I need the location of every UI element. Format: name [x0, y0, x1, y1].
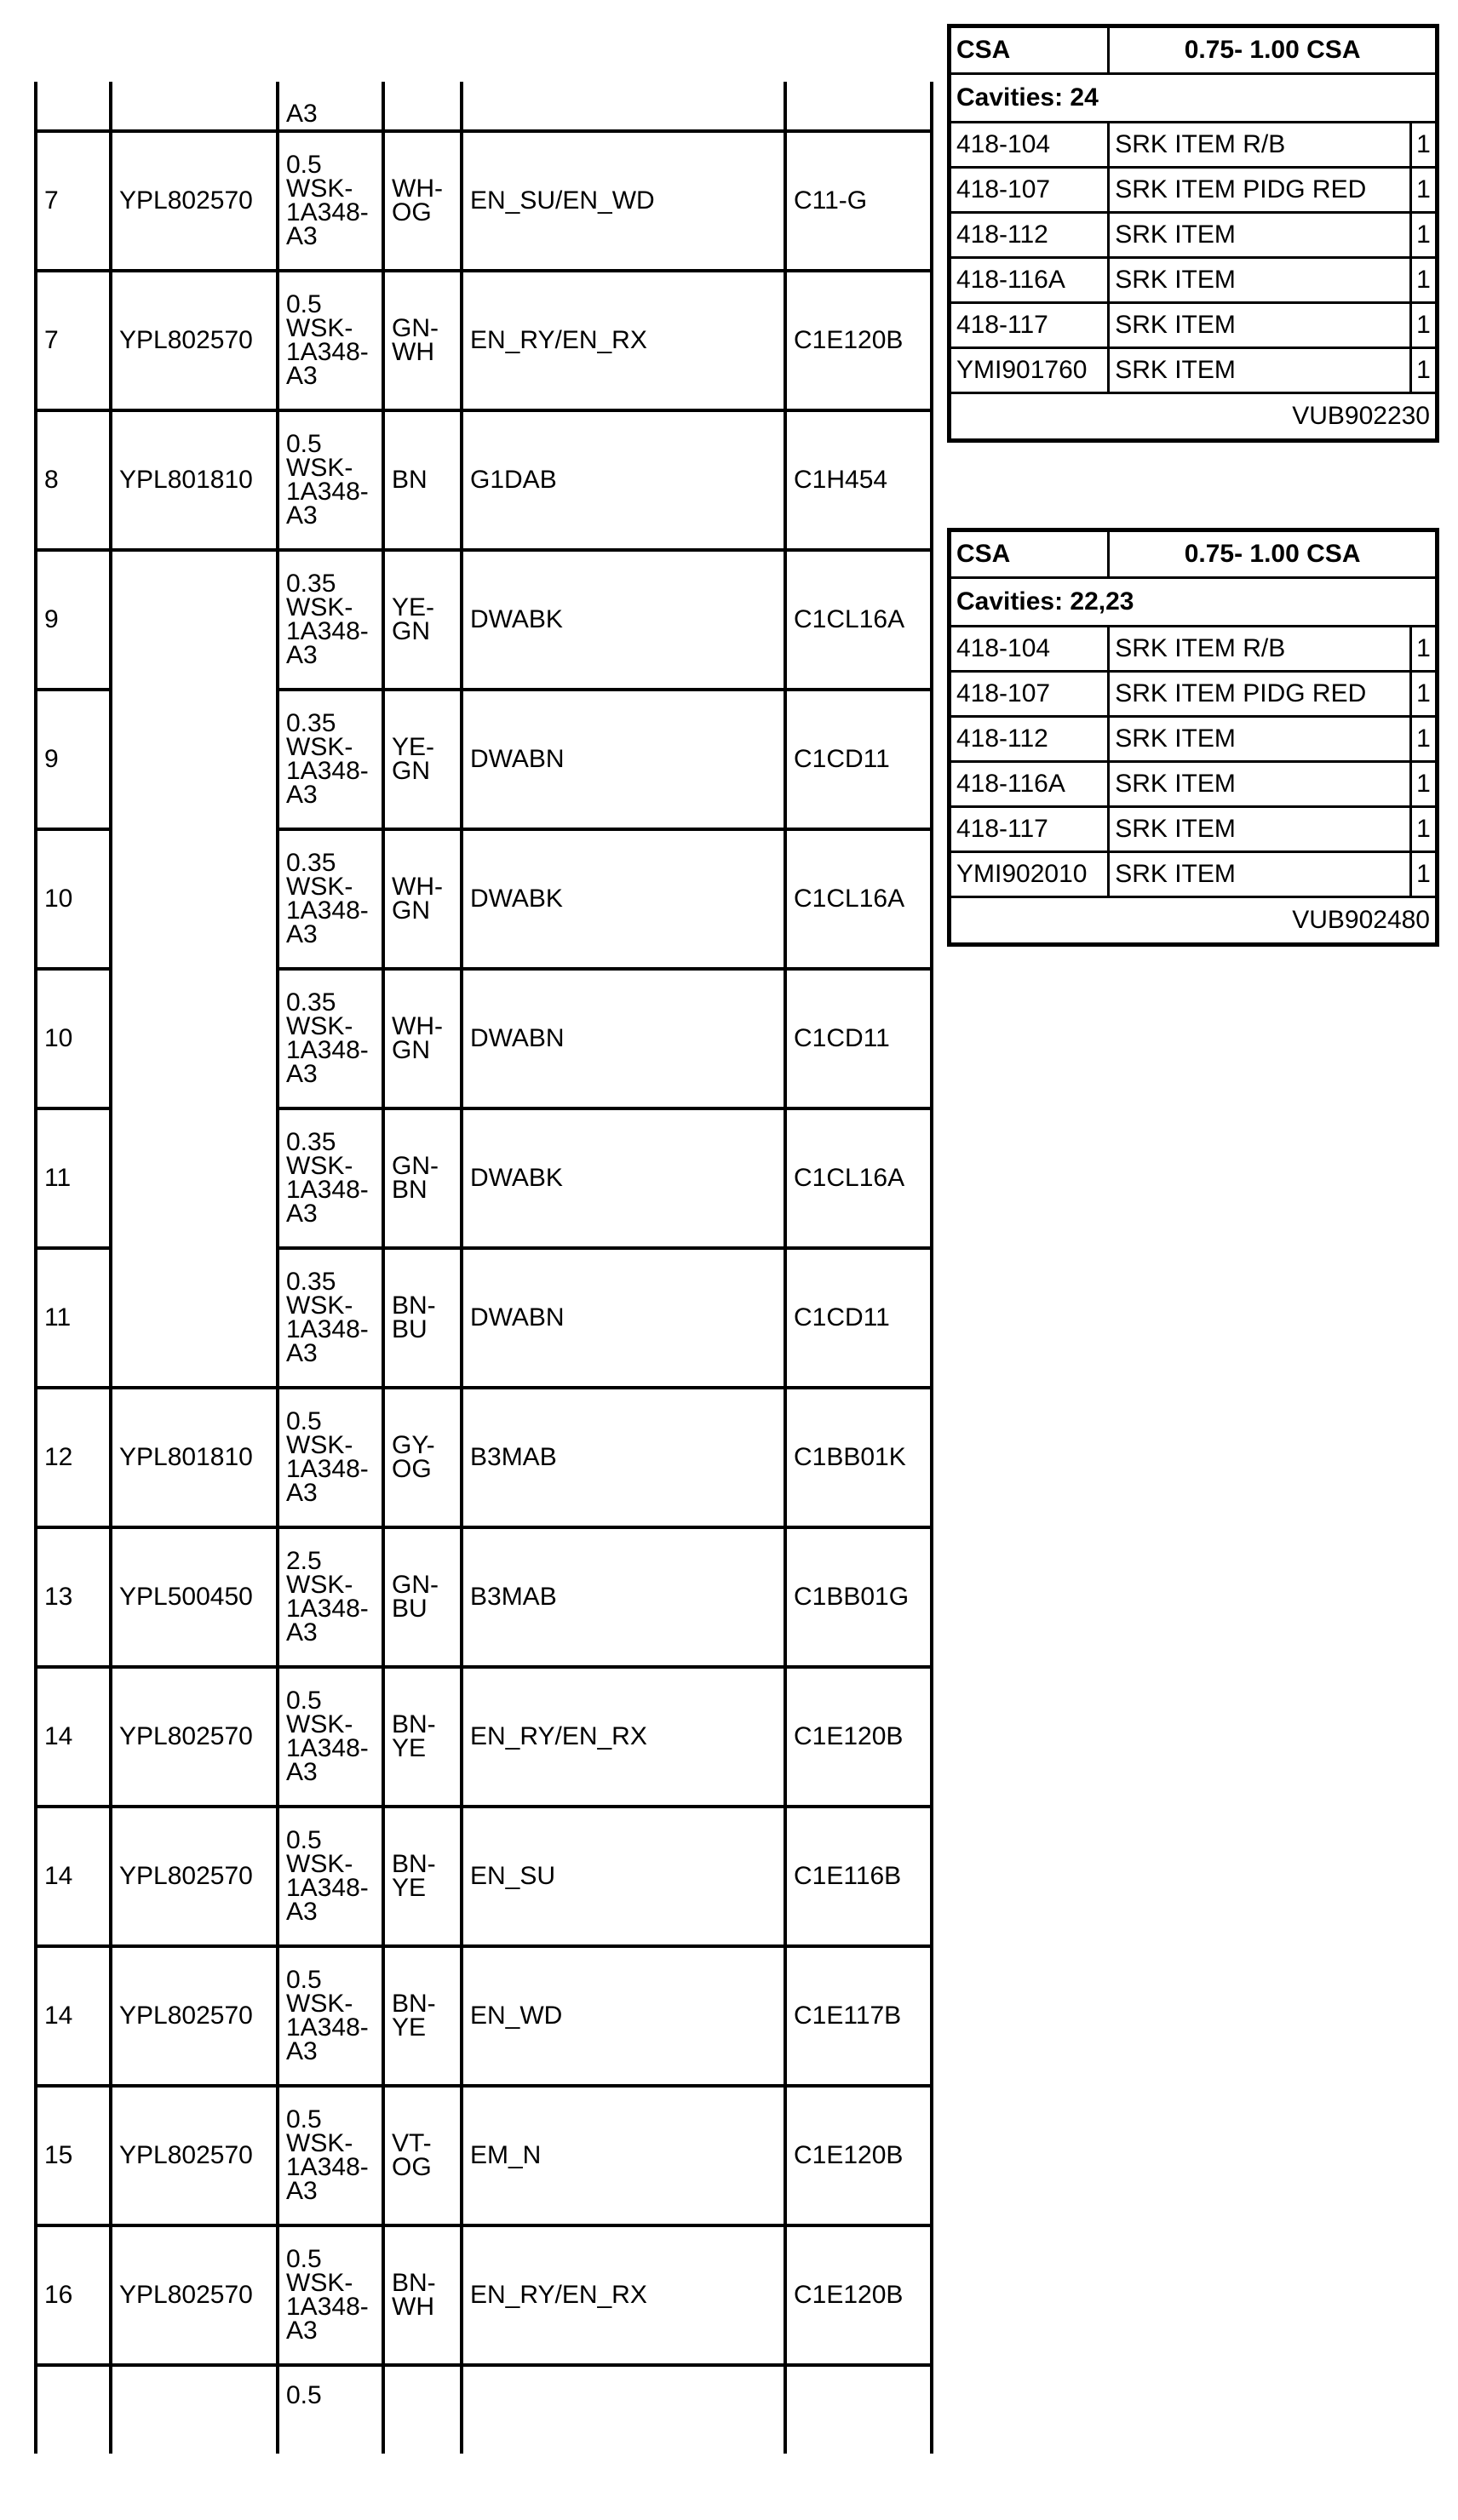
pin-cell: 11 — [36, 1248, 111, 1388]
circuit-cell: EN_SU/EN_WD — [462, 131, 785, 271]
table-row-partial-top — [36, 82, 932, 131]
spec-cell: 2.5 WSK- 1A348- A3 — [278, 1527, 383, 1667]
wire-table-body — [36, 82, 932, 2454]
item-code: 418-104 — [950, 123, 1109, 168]
item-qty: 1 — [1410, 258, 1437, 303]
spec-cell: 0.5 WSK- 1A348- A3 — [278, 1807, 383, 1946]
ref-cell: C1CD11 — [785, 969, 932, 1108]
item-qty: 1 — [1410, 852, 1437, 897]
cavity-table-body — [950, 26, 1438, 441]
item-code: 418-116A — [950, 258, 1109, 303]
ref-cell: C11-G — [785, 131, 932, 271]
circuit-cell: EM_N — [462, 2086, 785, 2225]
ref-cell: C1E120B — [785, 1667, 932, 1807]
item-code: YMI901760 — [950, 348, 1109, 393]
reference-code: VUB902480 — [950, 897, 1438, 945]
item-qty: 1 — [1410, 762, 1437, 807]
color-cell: WH- OG — [383, 131, 462, 271]
color-cell: GY- OG — [383, 1388, 462, 1527]
color-cell: GN- BU — [383, 1527, 462, 1667]
part-cell: YPL802570 — [111, 1946, 278, 2086]
csa-range: 0.75- 1.00 CSA — [1109, 26, 1438, 74]
color-cell: BN- BU — [383, 1248, 462, 1388]
item-qty: 1 — [1410, 168, 1437, 213]
spec-cell: 0.5 WSK- 1A348- A3 — [278, 1388, 383, 1527]
csa-label: CSA — [950, 530, 1109, 578]
circuit-cell: EN_RY/EN_RX — [462, 1667, 785, 1807]
ref-cell: C1BB01K — [785, 1388, 932, 1527]
cavity-item-row — [950, 762, 1438, 807]
item-code: 418-104 — [950, 627, 1109, 672]
color-cell: VT- OG — [383, 2086, 462, 2225]
item-desc: SRK ITEM — [1109, 258, 1411, 303]
item-code: 418-117 — [950, 807, 1109, 852]
csa-label: CSA — [950, 26, 1109, 74]
ref-cell: C1E117B — [785, 1946, 932, 2086]
circuit-cell: DWABK — [462, 550, 785, 690]
part-cell: YPL802570 — [111, 2086, 278, 2225]
cavity-item-row — [950, 717, 1438, 762]
cavity-item-row — [950, 168, 1438, 213]
item-code: 418-117 — [950, 303, 1109, 348]
color-cell: BN- YE — [383, 1807, 462, 1946]
item-desc: SRK ITEM — [1109, 303, 1411, 348]
item-code: 418-112 — [950, 717, 1109, 762]
color-cell: WH- GN — [383, 969, 462, 1108]
item-qty: 1 — [1410, 627, 1437, 672]
item-qty: 1 — [1410, 213, 1437, 258]
item-qty: 1 — [1410, 807, 1437, 852]
cavity-header-row — [950, 26, 1438, 74]
cavity-table-1 — [947, 24, 1439, 443]
item-qty: 1 — [1410, 717, 1437, 762]
part-cell: YPL802570 — [111, 1667, 278, 1807]
ref-cell: C1BB01G — [785, 1527, 932, 1667]
part-cell: YPL802570 — [111, 271, 278, 410]
color-cell: BN- WH — [383, 2225, 462, 2365]
cavity-item-row — [950, 852, 1438, 897]
item-qty: 1 — [1410, 348, 1437, 393]
spec-cell: 0.35 WSK- 1A348- A3 — [278, 1108, 383, 1248]
ref-cell: C1H454 — [785, 410, 932, 550]
reference-row — [950, 393, 1438, 441]
ref-cell: C1CL16A — [785, 550, 932, 690]
pin-cell: 7 — [36, 131, 111, 271]
part-cell: YPL801810 — [111, 410, 278, 550]
item-desc: SRK ITEM PIDG RED — [1109, 672, 1411, 717]
item-qty: 1 — [1410, 303, 1437, 348]
cavities-label: Cavities: 24 — [950, 74, 1438, 123]
spec-cell: 0.35 WSK- 1A348- A3 — [278, 969, 383, 1108]
item-desc: SRK ITEM — [1109, 213, 1411, 258]
reference-code: VUB902230 — [950, 393, 1438, 441]
table-row — [36, 410, 932, 550]
spec-cell: 0.35 WSK- 1A348- A3 — [278, 1248, 383, 1388]
circuit-cell: DWABK — [462, 829, 785, 969]
item-desc: SRK ITEM PIDG RED — [1109, 168, 1411, 213]
circuit-cell: B3MAB — [462, 1388, 785, 1527]
table-row-partial-bottom — [36, 2365, 932, 2454]
cavity-item-row — [950, 303, 1438, 348]
part-cell: YPL802570 — [111, 2225, 278, 2365]
item-desc: SRK ITEM R/B — [1109, 123, 1411, 168]
cavity-item-row — [950, 627, 1438, 672]
circuit-cell: EN_RY/EN_RX — [462, 2225, 785, 2365]
spec-cell: 0.5 — [278, 2365, 383, 2454]
circuit-cell: DWABN — [462, 1248, 785, 1388]
ref-cell: C1CL16A — [785, 1108, 932, 1248]
circuit-cell: DWABK — [462, 1108, 785, 1248]
circuit-cell — [462, 2365, 785, 2454]
table-row — [36, 131, 932, 271]
cavity-item-row — [950, 123, 1438, 168]
cavity-item-row — [950, 672, 1438, 717]
circuit-cell: B3MAB — [462, 1527, 785, 1667]
circuit-cell: EN_RY/EN_RX — [462, 271, 785, 410]
pin-cell: 9 — [36, 690, 111, 829]
cavity-table-body — [950, 530, 1438, 945]
pin-cell: 14 — [36, 1807, 111, 1946]
reference-row — [950, 897, 1438, 945]
color-cell: YE- GN — [383, 550, 462, 690]
part-cell — [111, 82, 278, 131]
pin-cell — [36, 82, 111, 131]
spec-cell: 0.5 WSK- 1A348- A3 — [278, 131, 383, 271]
ref-cell: C1E120B — [785, 2086, 932, 2225]
cavity-item-row — [950, 258, 1438, 303]
circuit-cell: DWABN — [462, 969, 785, 1108]
cavities-label: Cavities: 22,23 — [950, 578, 1438, 627]
item-qty: 1 — [1410, 123, 1437, 168]
pin-cell: 11 — [36, 1108, 111, 1248]
cavity-table-2 — [947, 528, 1439, 947]
cavity-item-row — [950, 348, 1438, 393]
pin-cell: 14 — [36, 1946, 111, 2086]
item-code: 418-112 — [950, 213, 1109, 258]
pin-cell: 9 — [36, 550, 111, 690]
table-row — [36, 2086, 932, 2225]
color-cell: YE- GN — [383, 690, 462, 829]
cavity-header-row — [950, 530, 1438, 578]
part-cell: YPL802570 — [111, 131, 278, 271]
pin-cell: 15 — [36, 2086, 111, 2225]
item-desc: SRK ITEM — [1109, 348, 1411, 393]
item-code: 418-107 — [950, 672, 1109, 717]
cavity-item-row — [950, 807, 1438, 852]
cavities-row — [950, 578, 1438, 627]
pin-cell: 10 — [36, 969, 111, 1108]
table-row — [36, 550, 932, 690]
spec-cell: 0.5 WSK- 1A348- A3 — [278, 1667, 383, 1807]
color-cell — [383, 82, 462, 131]
spec-cell: 0.5 WSK- 1A348- A3 — [278, 2086, 383, 2225]
item-desc: SRK ITEM — [1109, 807, 1411, 852]
table-row — [36, 1527, 932, 1667]
wire-table — [34, 82, 933, 2454]
item-code: 418-116A — [950, 762, 1109, 807]
color-cell: BN — [383, 410, 462, 550]
color-cell: BN- YE — [383, 1667, 462, 1807]
ref-cell: C1E120B — [785, 2225, 932, 2365]
spec-cell: 0.35 WSK- 1A348- A3 — [278, 550, 383, 690]
table-row — [36, 1388, 932, 1527]
ref-cell: C1CL16A — [785, 829, 932, 969]
table-row — [36, 1667, 932, 1807]
circuit-cell — [462, 82, 785, 131]
pin-cell — [36, 2365, 111, 2454]
cavities-row — [950, 74, 1438, 123]
table-row — [36, 2225, 932, 2365]
circuit-cell: G1DAB — [462, 410, 785, 550]
part-cell: YPL801810 — [111, 1388, 278, 1527]
pin-cell: 14 — [36, 1667, 111, 1807]
pin-cell: 12 — [36, 1388, 111, 1527]
ref-cell: C1E120B — [785, 271, 932, 410]
item-desc: SRK ITEM — [1109, 762, 1411, 807]
ref-cell — [785, 82, 932, 131]
spec-cell: 0.35 WSK- 1A348- A3 — [278, 690, 383, 829]
spec-cell: 0.5 WSK- 1A348- A3 — [278, 2225, 383, 2365]
color-cell: GN- WH — [383, 271, 462, 410]
circuit-cell: EN_SU — [462, 1807, 785, 1946]
pin-cell: 16 — [36, 2225, 111, 2365]
part-cell-merged — [111, 550, 278, 1388]
csa-range: 0.75- 1.00 CSA — [1109, 530, 1438, 578]
spec-cell: A3 — [278, 82, 383, 131]
spec-cell: 0.35 WSK- 1A348- A3 — [278, 829, 383, 969]
ref-cell: C1CD11 — [785, 1248, 932, 1388]
table-row — [36, 1946, 932, 2086]
table-row — [36, 1807, 932, 1946]
spec-cell: 0.5 WSK- 1A348- A3 — [278, 410, 383, 550]
table-row — [36, 271, 932, 410]
item-desc: SRK ITEM R/B — [1109, 627, 1411, 672]
circuit-cell: DWABN — [462, 690, 785, 829]
cavity-item-row — [950, 213, 1438, 258]
color-cell: WH- GN — [383, 829, 462, 969]
color-cell: BN- YE — [383, 1946, 462, 2086]
item-code: YMI902010 — [950, 852, 1109, 897]
part-cell: YPL802570 — [111, 1807, 278, 1946]
spec-cell: 0.5 WSK- 1A348- A3 — [278, 1946, 383, 2086]
pin-cell: 7 — [36, 271, 111, 410]
item-qty: 1 — [1410, 672, 1437, 717]
item-desc: SRK ITEM — [1109, 717, 1411, 762]
color-cell — [383, 2365, 462, 2454]
ref-cell — [785, 2365, 932, 2454]
color-cell: GN- BN — [383, 1108, 462, 1248]
item-desc: SRK ITEM — [1109, 852, 1411, 897]
part-cell — [111, 2365, 278, 2454]
circuit-cell: EN_WD — [462, 1946, 785, 2086]
ref-cell: C1CD11 — [785, 690, 932, 829]
spec-cell: 0.5 WSK- 1A348- A3 — [278, 271, 383, 410]
pin-cell: 8 — [36, 410, 111, 550]
pin-cell: 13 — [36, 1527, 111, 1667]
part-cell: YPL500450 — [111, 1527, 278, 1667]
item-code: 418-107 — [950, 168, 1109, 213]
ref-cell: C1E116B — [785, 1807, 932, 1946]
pin-cell: 10 — [36, 829, 111, 969]
